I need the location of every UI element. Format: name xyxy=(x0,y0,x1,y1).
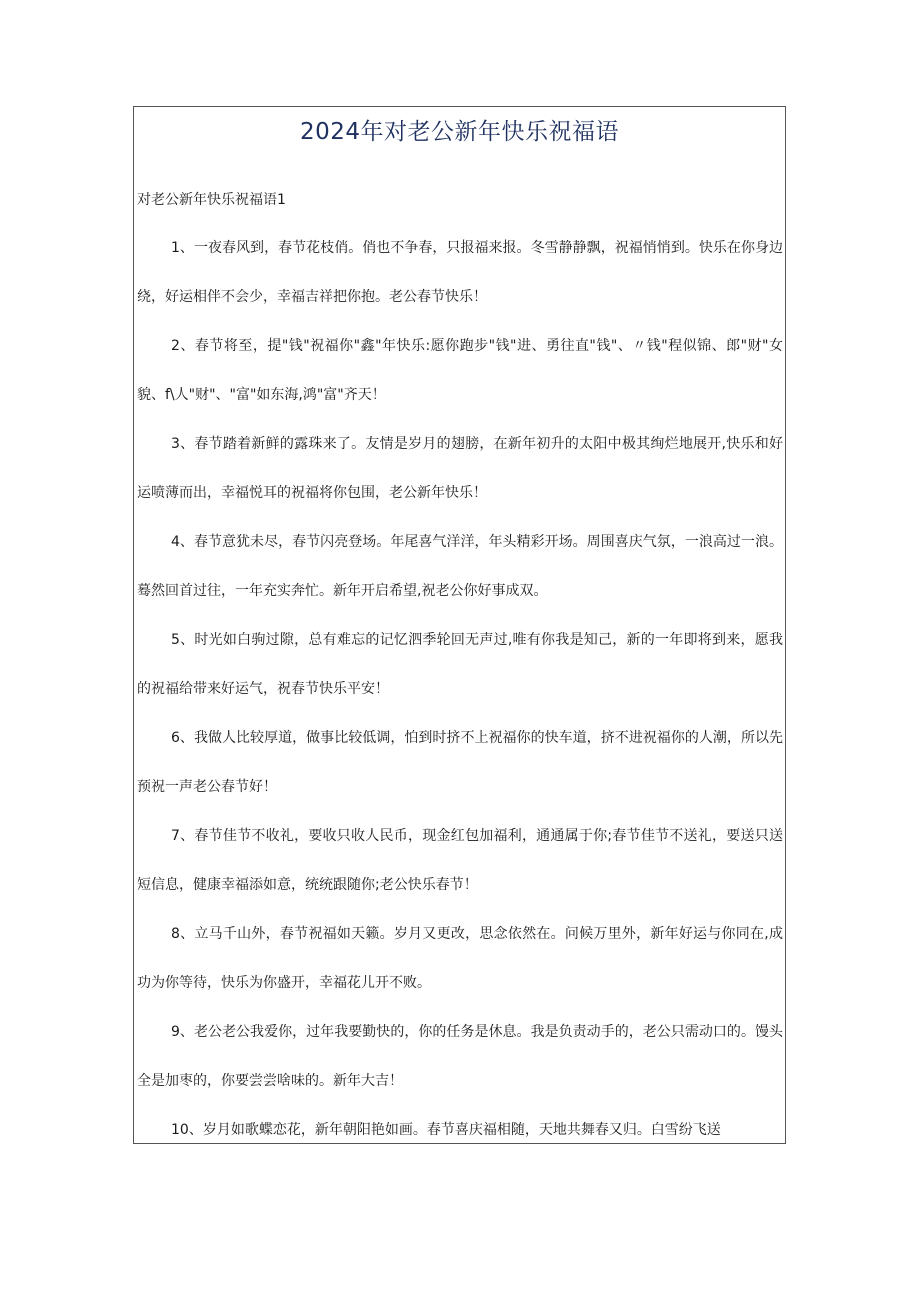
blessing-item-2: 2、春节将至，提"钱"祝福你"鑫"年快乐:愿你跑步"钱"进、勇往直"钱"、〃钱"程似锦、郎"财"女貌、f\人"财"、"富"如东海,鸿"富"齐天！ xyxy=(137,338,783,403)
blessing-item-9: 9、老公老公我爱你，过年我要勤快的，你的任务是休息。我是负责动手的，老公只需动口的。馒头全是加枣的，你要尝尝啥味的。新年大吉！ xyxy=(137,1024,783,1089)
blessing-item-3: 3、春节踏着新鲜的露珠来了。友情是岁月的翅膀，在新年初升的太阳中极其绚烂地展开,快乐和好运喷薄而出，幸福悦耳的祝福将你包围，老公新年快乐！ xyxy=(137,436,783,501)
section-heading: 对老公新年快乐祝福语1 xyxy=(137,192,286,208)
blessing-item-1: 1、一夜春风到，春节花枝俏。俏也不争春，只报福来报。冬雪静静飘，祝福悄悄到。快乐在你身边绕，好运相伴不会少，幸福吉祥把你抱。老公春节快乐！ xyxy=(137,240,783,305)
blessing-item-5: 5、时光如白驹过隙，总有难忘的记忆泗季轮回无声过,唯有你我是知己，新的一年即将到来，愿我的祝福给带来好运气，祝春节快乐平安！ xyxy=(137,632,783,697)
blessing-item-6: 6、我做人比较厚道，做事比较低调，怕到时挤不上祝福你的快车道，挤不进祝福你的人潮，所以先预祝一声老公春节好！ xyxy=(137,730,783,795)
blessing-item-10: 10、岁月如歌蝶恋花，新年朝阳艳如画。春节喜庆福相随，天地共舞春又归。白雪纷飞送 xyxy=(171,1122,721,1138)
document-page xyxy=(133,106,786,1144)
document-title: 2024年对老公新年快乐祝福语 xyxy=(299,119,620,145)
blessing-item-8: 8、立马千山外，春节祝福如天籁。岁月又更改，思念依然在。问候万里外，新年好运与你同在,成功为你等待，快乐为你盛开，幸福花儿开不败。 xyxy=(137,926,783,991)
blessing-item-4: 4、春节意犹未尽，春节闪亮登场。年尾喜气洋洋，年头精彩开场。周围喜庆气氛，一浪高过一浪。蓦然回首过往，一年充实奔忙。新年开启希望,祝老公你好事成双。 xyxy=(137,534,783,599)
blessing-item-7: 7、春节佳节不收礼，要收只收人民币，现金红包加福利，通通属于你;春节佳节不送礼，要送只送短信息，健康幸福添如意，统统跟随你;老公快乐春节！ xyxy=(137,828,783,893)
